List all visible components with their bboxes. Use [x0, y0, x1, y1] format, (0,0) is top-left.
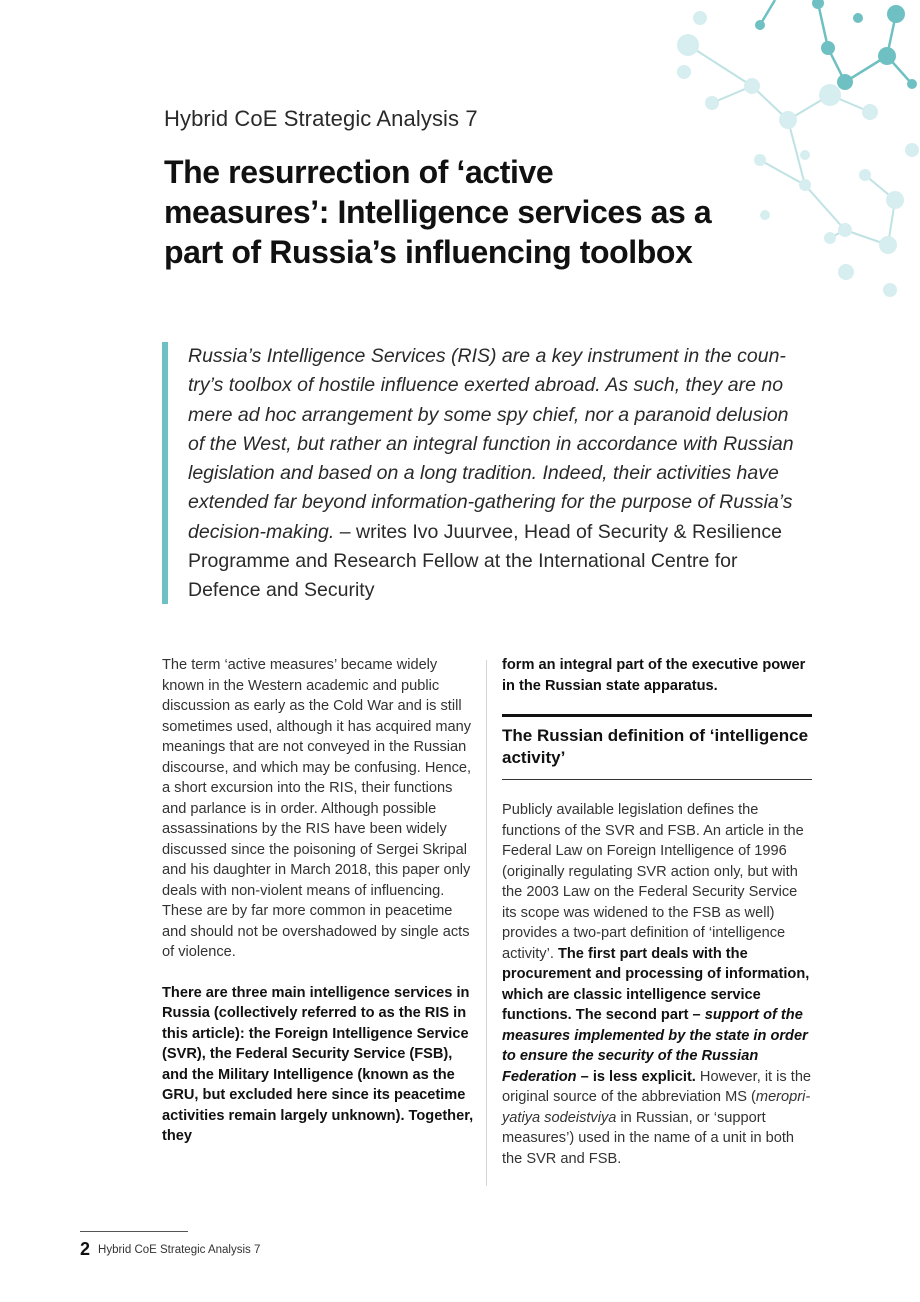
page-number: 2: [80, 1239, 91, 1259]
definition-tail: However, it is the original source of the abbreviation MS (: [502, 1068, 812, 1105]
article-title: The resurrection of ‘active measures’: Intelligence services as a part of Russia’s influencing toolbox: [164, 154, 712, 270]
body-paragraph: The term ‘active measures’ became widely known in the Western academic and public discussion as early as the Cold War and is still sometimes used, although it has acquired many meanings that are not conveyed in the Russian discourse, and which may be confusing. Hence, a short excursion into the RIS, their functions and parlance is in order. Although possible assassinations by the RIS have been widely discussed since the poisoning of Sergei Skripal and his daughter in March 2018, this paper only deals with non-violent means of influencing. These are by far more common in peacetime and should not be overshadowed by single acts of violence.: [162, 657, 472, 960]
definition-bold: The first part deals with the procurement and processing of information, which are classic intelligence service functions. The second part –: [502, 945, 810, 1023]
definition-term-italic: meropriyatiya sodeistviya: [502, 1089, 811, 1126]
column-divider: [486, 660, 487, 1186]
body-paragraph-bold: There are three main intelligence services in Russia (collectively referred to as the RIS in this article): the Foreign Intelligence Service (SVR), the Federal Security Service (FSB), and the Military Intelligence (known as the GRU, but excluded here since its peacetime activities remain largely unknown). Together, they: [162, 984, 474, 1144]
series-kicker: Hybrid CoE Strategic Analysis 7: [164, 106, 478, 131]
section-heading: The Russian definition of ‘intelligence activity’: [502, 726, 809, 767]
body-paragraph-definition: [502, 800, 812, 1169]
page-footer: [80, 1239, 260, 1260]
section-rule-top: [502, 714, 812, 717]
body-paragraph-bold-continued: form an integral part of the executive power in the Russian state apparatus.: [502, 657, 806, 694]
lead-quote-text: Russia’s Intelligence Services (RIS) are a key instrument in the country’s toolbox of hostile influence exerted abroad. As such, they are no mere ad hoc arrangement by some spy chief, nor a paranoid delusion of the West, but rather an integral function in accordance with Russian legislation and based on a long tradition. Indeed, their activities have extended far beyond information-gathering for the purpose of Russia’s decision-making.: [188, 345, 794, 543]
body-column-left: [162, 655, 480, 1147]
footer-running-title: Hybrid CoE Strategic Analysis 7: [98, 1244, 261, 1256]
body-column-right: [502, 655, 812, 1169]
definition-plain: Publicly available legislation defines the functions of the SVR and FSB. An article in the Federal Law on Foreign Intelligence of 1996 (originally regulating SVR action only, but with the 2003 Law on the Federal Security Service its scope was widened to the FSB as well) provides a two-part definition of ‘intelligence activity’.: [502, 802, 804, 962]
section-rule-bottom: [502, 779, 812, 780]
definition-bold-italic: support of the measures implemented by the state in order to ensure the security of the Russian Federation: [502, 1007, 808, 1085]
definition-bold-end: – is less explicit.: [576, 1068, 696, 1085]
lead-attribution: – writes Ivo Juurvee, Head of Security & Resilience Programme and Research Fellow at the International Centre for Defence and Security: [188, 520, 782, 602]
definition-tail-end: in Russian, or ‘support measures’) used in the name of a unit in both the SVR and FSB.: [502, 1109, 795, 1167]
lead-quote: [162, 342, 802, 604]
footer-rule: [80, 1231, 188, 1232]
